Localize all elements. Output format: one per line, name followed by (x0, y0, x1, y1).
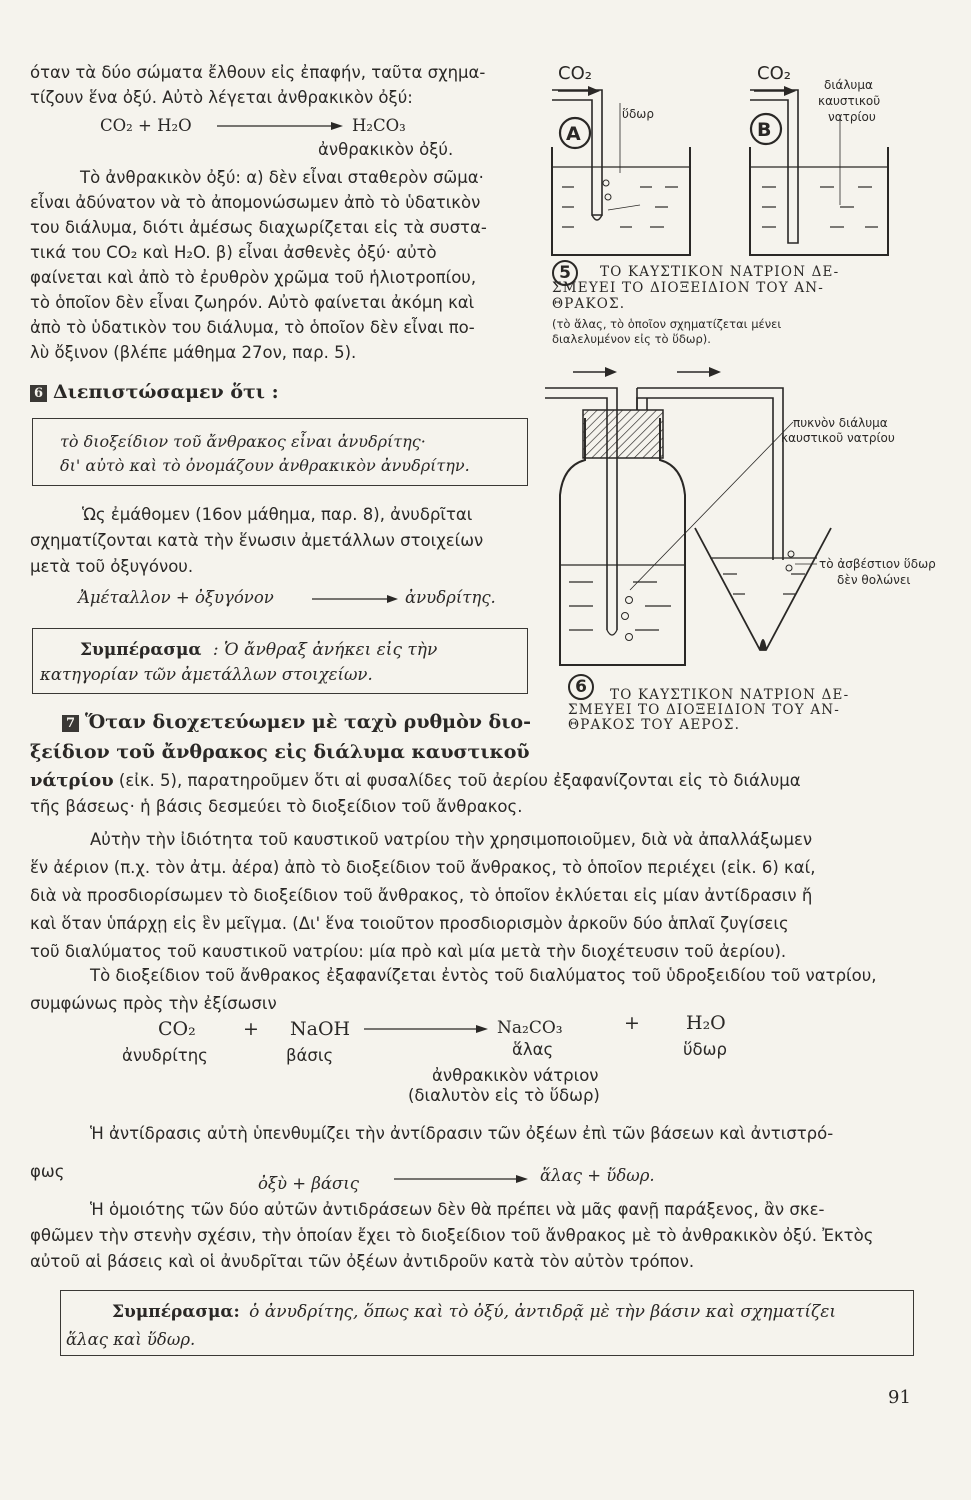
section-heading (30, 382, 279, 402)
text-line: Ἡ ἀντίδρασις αὐτὴ ὑπενθυμίζει τὴν ἀντίδρασιν τῶν ὀξέων ἐπὶ τῶν βάσεων καὶ ἀντιστρό- (90, 1124, 834, 1143)
figure-caption: ΘΡΑΚΟΣ. (552, 296, 626, 312)
co2-label-b: CO₂ (757, 63, 791, 84)
naoh-label-line: διάλυμα (824, 78, 873, 92)
formula-naoh: NaOH (290, 1018, 351, 1040)
figure-caption: ΤΟ ΚΑΥΣΤΙΚΟΝ ΝΑΤΡΙΟΝ ΔΕ- (600, 264, 840, 280)
figure-caption: ΣΜΕΥΕΙ ΤΟ ΔΙΟΞΕΙΔΙΟΝ ΤΟΥ ΑΝ- (552, 280, 825, 296)
conclusion-text: κατηγορίαν τῶν ἀμετάλλων στοιχείων. (40, 665, 373, 684)
text-line: φθῶμεν τὴν στενὴν σχέσιν, τὴν ὁποίαν ἔχει τὸ διοξείδιον τοῦ ἄνθρακος μὲ τὸ ἀνθρακικὸν ὀξύ. Ἐκτὸς (30, 1226, 874, 1245)
conclusion-line (80, 640, 437, 660)
conclusion-text: : Ὁ ἄνθραξ ἀνήκει εἰς τὴν (212, 640, 438, 660)
section-number: 6 (30, 385, 47, 402)
equation-left: CO₂ + H₂O (100, 116, 192, 135)
text-line: τὸ ὁποῖον δὲν εἶναι ζωηρόν. Αὐτὸ φαίνεται ἀκόμη καὶ (30, 293, 475, 312)
conclusion-text: ὁ ἀνυδρίτης, ὅπως καὶ τὸ ὀξύ, ἀντιδρᾷ μὲ τὴν βάσιν καὶ σχηματίζει (249, 1302, 837, 1322)
co2-label-a: CO₂ (558, 63, 592, 84)
text-line: ἕν ἀέριον (π.χ. τὸν ἀτμ. ἀέρα) ἀπὸ τὸ διοξείδιον τοῦ ἄνθρακος, τὸ ὁποῖον περιέχει (εἰκ. 6) καί, (30, 858, 816, 877)
conclusion-label: Συμπέρασμα: (112, 1302, 240, 1322)
equation-left: Ἀμέταλλον + ὀξυγόνον (78, 588, 274, 607)
beaker-b-label: B (757, 119, 772, 141)
naoh-label-line: καυστικοῦ (818, 94, 881, 108)
formula-label: (διαλυτὸν εἰς τὸ ὕδωρ) (408, 1086, 600, 1105)
section-title: ξείδιον τοῦ ἄνθρακος εἰς διάλυμα καυστικοῦ (30, 741, 530, 763)
text-line: καὶ ὅταν ὑπάρχῃ εἰς ἓν μεῖγμα. (Δι' ἕνα τοιοῦτον προσδιορισμὸν ἀρκοῦν δύο ἁπλαῖ ζυγίσεις (30, 914, 789, 933)
conclusion-text: ἅλας καὶ ὕδωρ. (66, 1330, 196, 1349)
bold-word: νάτρίου (30, 770, 114, 791)
formula-label: ἀνθρακικὸν νάτριον (432, 1066, 599, 1085)
reaction-arrow (392, 1172, 532, 1186)
text-line: Τὸ διοξείδιον τοῦ ἄνθρακος ἐξαφανίζεται ἐντὸς τοῦ διαλύματος τοῦ ὑδροξειδίου τοῦ νατρίου, (90, 966, 877, 985)
text-line: μετὰ τοῦ ὀξυγόνου. (30, 557, 194, 576)
text-line: ἀπὸ τὸ ὑδατικὸν του διάλυμα, τὸ ὁποῖον δὲν εἶναι πο- (30, 318, 475, 337)
plus-sign: + (624, 1012, 640, 1034)
text-line: Ἡ ὁμοιότης τῶν δύο αὐτῶν ἀντιδράσεων δὲν θὰ πρέπει νὰ μᾶς φανῇ παράξενος, ἂν σκε- (90, 1200, 825, 1219)
naoh-label-line: πυκνὸν διάλυμα (793, 416, 888, 430)
text-line: τικά του CO₂ καὶ H₂O. β) εἶναι ἀσθενὲς ὀξύ· αὐτὸ (30, 243, 437, 262)
formula-label: ἅλας (512, 1040, 554, 1059)
figure-number: 5 (552, 260, 578, 286)
figure-caption: ΤΟ ΚΑΥΣΤΙΚΟΝ ΝΑΤΡΙΟΝ ΔΕ- (610, 687, 850, 703)
formula-co2: CO₂ (158, 1018, 196, 1040)
text-line: φως (30, 1162, 65, 1181)
naoh-label-line: νατρίου (828, 110, 876, 124)
text-line: λὺ ὄξινον (βλέπε μάθημα 27ον, παρ. 5). (30, 343, 357, 362)
text-line: του διάλυμα, διότι ἀμέσως διαχωρίζεται εἰς τὰ συστα- (30, 218, 487, 237)
text-line (30, 771, 801, 791)
figure-note: (τὸ ἅλας, τὸ ὁποῖον σχηματίζεται μένει (552, 317, 782, 331)
figure-5-diagram (540, 55, 920, 265)
text-line: τοῦ διαλύματος τοῦ καυστικοῦ νατρίου: μία πρὸ καὶ μία μετὰ τὴν διοχέτευσιν τοῦ ἀερίου). (30, 942, 787, 961)
conclusion-line (112, 1302, 836, 1322)
figure-6-diagram (545, 360, 965, 680)
figure-caption: ΣΜΕΥΕΙ ΤΟ ΔΙΟΞΕΙΔΙΟΝ ΤΟΥ ΑΝ- (568, 702, 841, 718)
equation-left: ὀξὺ + βάσις (258, 1174, 360, 1193)
text-line: όταν τὰ δύο σώματα ἔλθουν εἰς ἐπαφήν, ταῦτα σχημα- (30, 63, 486, 82)
plus-sign: + (243, 1018, 259, 1040)
water-label: ὕδωρ (622, 107, 654, 121)
box-line: δι' αὐτὸ καὶ τὸ ὀνομάζουν ἀνθρακικὸν ἀνυδρίτην. (60, 456, 470, 475)
page-number: 91 (888, 1387, 911, 1408)
formula-na2co3: Na₂CO₃ (497, 1018, 563, 1038)
text-line: αὐτοῦ αἱ βάσεις καὶ οἱ ἀνυδρῖται τῶν ὀξέων ἀντιδροῦν κατὰ τὸν αὐτὸν τρόπον. (30, 1252, 695, 1271)
text-line: τῆς βάσεως· ἡ βάσις δεσμεύει τὸ διοξείδιον τοῦ ἄνθρακος. (30, 797, 523, 816)
formula-h2o: H₂O (686, 1012, 726, 1034)
naoh-label-line: καυστικοῦ νατρίου (781, 431, 895, 445)
text-line: Ὡς ἐμάθομεν (16ον μάθημα, παρ. 8), ἀνυδρῖται (82, 505, 473, 524)
section-title: Διεπιστώσαμεν ὅτι : (53, 381, 279, 403)
equation-right: H₂CO₃ (352, 116, 406, 135)
section-heading (62, 712, 531, 732)
text-line: φαίνεται καὶ ἀπὸ τὸ ἐρυθρὸν χρῶμα τοῦ ἡλιοτροπίου, (30, 268, 477, 287)
text-span: (εἰκ. 5), παρατηροῦμεν ὅτι αἱ φυσαλίδες τοῦ ἀερίου ἐξαφανίζονται εἰς τὸ διάλυμα (118, 771, 801, 790)
text-line: διὰ νὰ προσδιορίσωμεν τὸ διοξείδιον τοῦ ἄνθρακος, τὸ ὁποῖον ἐκλύεται εἰς μίαν ἀντίδρασιν ἤ (30, 886, 813, 905)
text-line: Αὐτὴν τὴν ἰδιότητα τοῦ καυστικοῦ νατρίου τὴν χρησιμοποιοῦμεν, διὰ νὰ ἀπαλλάξωμεν (90, 830, 813, 849)
text-line: Τὸ ἀνθρακικὸν ὀξύ: α) δὲν εἶναι σταθερὸν σῶμα· (80, 168, 484, 187)
limewater-label-line: δὲν θολώνει (837, 573, 911, 587)
beaker-a-label: A (566, 123, 581, 145)
equation-label: ἀνθρακικὸν ὀξύ. (318, 140, 454, 159)
figure-note: διαλελυμένον εἰς τὸ ὕδωρ). (552, 332, 711, 346)
limewater-label-line: τὸ ἀσβέστιον ὕδωρ (819, 557, 936, 571)
text-line: τίζουν ἕνα ὀξύ. Αὐτὸ λέγεται ἀνθρακικὸν ὀξύ: (30, 88, 413, 107)
equation-right: ἀνυδρίτης. (405, 588, 496, 607)
reaction-arrow (310, 592, 400, 606)
conclusion-label: Συμπέρασμα (80, 640, 202, 660)
reaction-arrow (215, 118, 345, 134)
text-line: εἶναι ἀδύνατον νὰ τὸ ἀπομονώσωμεν ἀπὸ τὸ ὑδατικὸν (30, 193, 481, 212)
formula-label: βάσις (286, 1046, 334, 1065)
formula-label: ἀνυδρίτης (122, 1046, 208, 1065)
figure-number: 6 (568, 674, 594, 700)
section-title: Ὅταν διοχετεύωμεν μὲ ταχὺ ρυθμὸν διο- (85, 711, 531, 733)
formula-label: ὕδωρ (683, 1040, 727, 1059)
section-number: 7 (62, 715, 79, 732)
text-line: σχηματίζονται κατὰ τὴν ἕνωσιν ἀμετάλλων στοιχείων (30, 531, 484, 550)
text-line: συμφώνως πρὸς τὴν ἐξίσωσιν (30, 994, 277, 1013)
figure-caption: ΘΡΑΚΟΣ ΤΟΥ ΑΕΡΟΣ. (568, 717, 741, 733)
reaction-arrow (362, 1021, 492, 1037)
equation-right: ἅλας + ὕδωρ. (540, 1166, 655, 1185)
box-line: τὸ διοξείδιον τοῦ ἄνθρακος εἶναι ἀνυδρίτης· (60, 432, 426, 451)
